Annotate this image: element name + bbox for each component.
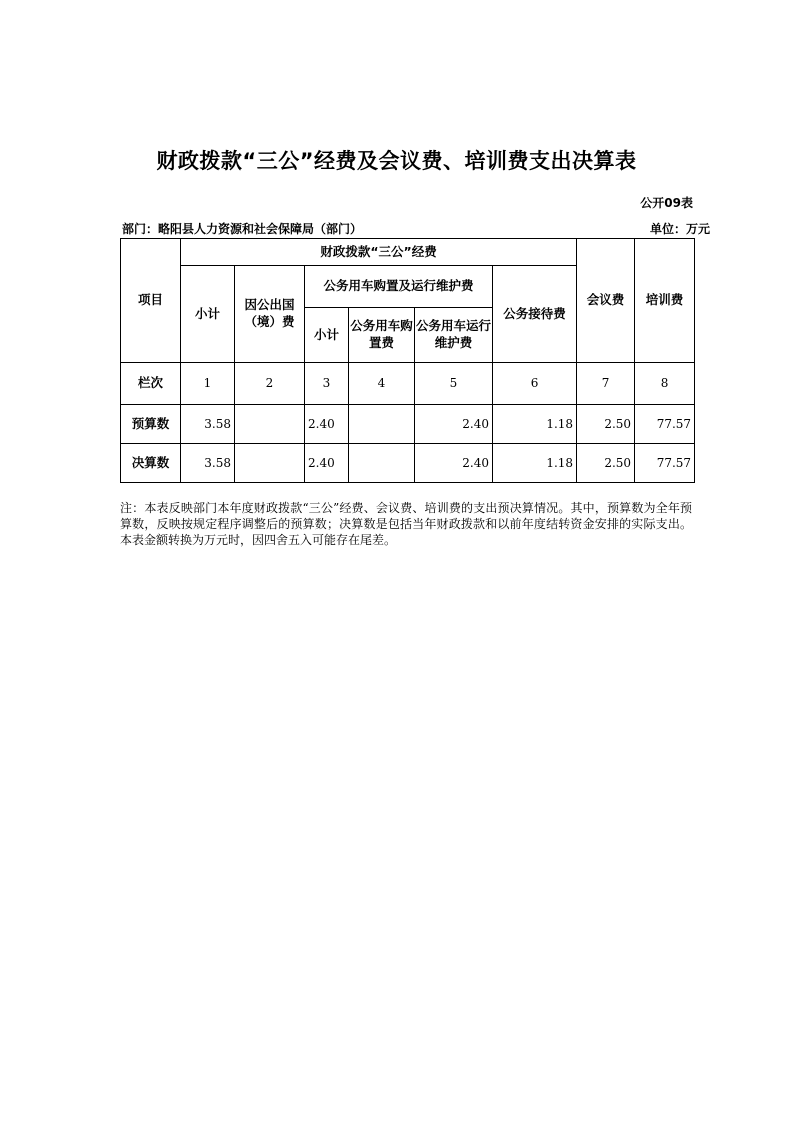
- row-label: 预算数: [121, 405, 181, 444]
- table-cell: 77.57: [635, 405, 695, 444]
- expenditure-table: [120, 238, 695, 483]
- table-cell: [349, 444, 415, 483]
- unit-label: 单位：万元: [650, 222, 711, 236]
- header-item: 项目: [121, 239, 181, 363]
- header-vehicle-subtotal: 小计: [305, 308, 349, 363]
- table-cell: [235, 405, 305, 444]
- table-cell: 2.40: [415, 444, 493, 483]
- table-cell: 2.40: [305, 444, 349, 483]
- header-sangong: 财政拨款“三公”经费: [181, 239, 577, 266]
- column-number: 2: [235, 363, 305, 405]
- header-vehicle-purchase: 公务用车购置费: [349, 308, 415, 363]
- column-number: 8: [635, 363, 695, 405]
- column-number: 5: [415, 363, 493, 405]
- column-number-row: [121, 363, 695, 405]
- table-cell: [349, 405, 415, 444]
- table-cell: 3.58: [181, 444, 235, 483]
- final-account-row: [121, 444, 695, 483]
- table-cell: 77.57: [635, 444, 695, 483]
- table-cell: 2.50: [577, 444, 635, 483]
- header-training: 培训费: [635, 239, 695, 363]
- table-cell: 2.40: [415, 405, 493, 444]
- table-cell: 2.50: [577, 405, 635, 444]
- header-vehicle-operation: 公务用车运行维护费: [415, 308, 493, 363]
- table-cell: 3.58: [181, 405, 235, 444]
- header-reception: 公务接待费: [493, 266, 577, 363]
- column-number: 3: [305, 363, 349, 405]
- budget-row: [121, 405, 695, 444]
- column-number: 6: [493, 363, 577, 405]
- row-label: 决算数: [121, 444, 181, 483]
- department-label: 部门：略阳县人力资源和社会保障局（部门）: [122, 222, 363, 236]
- column-number: 7: [577, 363, 635, 405]
- table-cell: 1.18: [493, 405, 577, 444]
- header-abroad: 因公出国（境）费: [235, 266, 305, 363]
- header-vehicle: 公务用车购置及运行维护费: [305, 266, 493, 308]
- form-number: 公开09表: [640, 196, 693, 210]
- header-meeting: 会议费: [577, 239, 635, 363]
- expenditure-table-container: [120, 238, 695, 482]
- column-number: 4: [349, 363, 415, 405]
- table-cell: 1.18: [493, 444, 577, 483]
- footnote: 注：本表反映部门本年度财政拨款“三公”经费、会议费、培训费的支出预决算情况。其中，预算数为全年预算数，反映按规定程序调整后的预算数；决算数是包括当年财政拨款和以前年度结转资金安排的实际支出。本表金额转换为万元时，因四舍五入可能存在尾差。: [120, 501, 692, 547]
- column-number: 1: [181, 363, 235, 405]
- header-subtotal: 小计: [181, 266, 235, 363]
- table-cell: 2.40: [305, 405, 349, 444]
- page-title: 财政拨款“三公”经费及会议费、培训费支出决算表: [156, 149, 637, 173]
- row-label: 栏次: [121, 363, 181, 405]
- table-cell: [235, 444, 305, 483]
